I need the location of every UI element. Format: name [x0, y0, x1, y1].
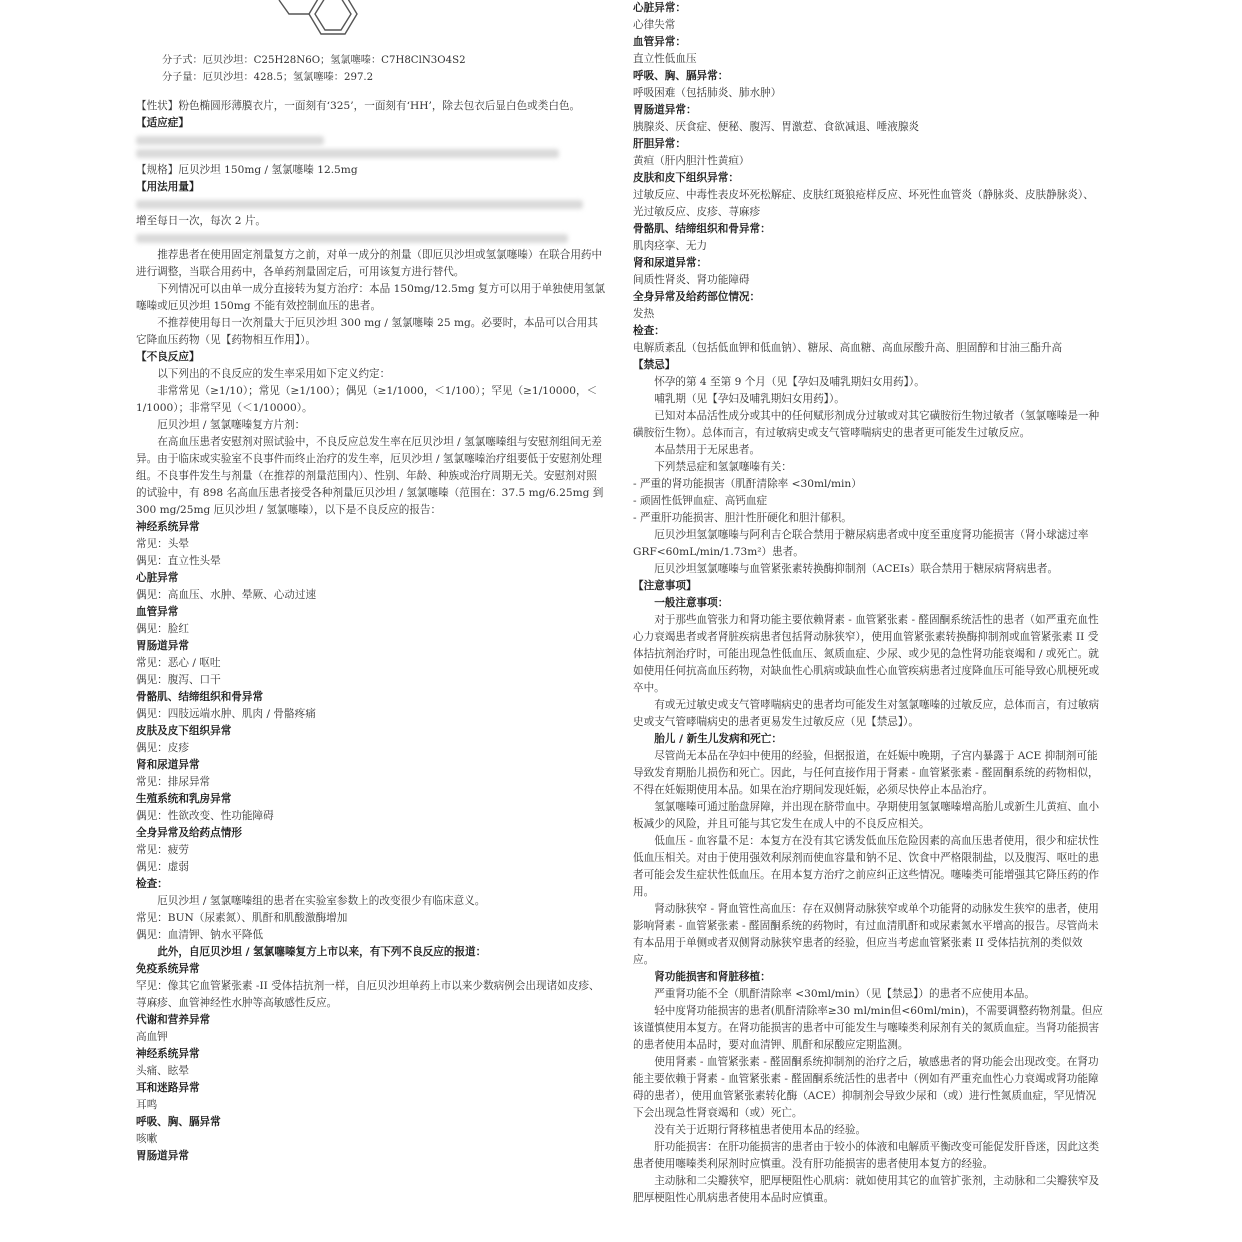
paragraph: 使用肾素 - 血管紧张素 - 醛固酮系统抑制剂的治疗之后，敏感患者的肾功能会出现改变。在肾功能主要依赖于肾素 - 血管紧张素 - 醛固酮系统活性的患者中（例如有严重充血性心力衰竭或肾功能障碍的患者），使用血管紧张素转化酶（ACE）抑制剂会导致少尿和（或）进行性氮质血症，罕见情况下会出现急性肾衰竭和（或）死亡。 — [633, 1056, 1099, 1119]
section-heading: 心脏异常 — [136, 572, 179, 584]
paragraph: 电解质紊乱（包括低血钾和低血钠）、糖尿、高血糖、高血尿酸升高、胆固醇和甘油三酯升高 — [633, 342, 1063, 354]
section-heading: 胃肠道异常 — [136, 640, 189, 652]
paragraph: 咳嗽 — [136, 1133, 158, 1145]
paragraph: 哺乳期（见【孕妇及哺乳期妇女用药】）。 — [654, 393, 845, 405]
redacted-text — [136, 200, 583, 209]
paragraph: 厄贝沙坦氢氯噻嗪与阿利吉仑联合禁用于糖尿病患者或中度至重度肾功能损害（肾小球滤过率 GRF<60mL/min/1.73m²）患者。 — [633, 529, 1092, 558]
paragraph: 低血压 - 血容量不足：本复方在没有其它诱发低血压危险因素的高血压患者使用，很少和症状性低血压相关。对由于使用强效利尿剂而使血容量和钠不足、饮食中严格限制盐，以及腹泻、呕吐的患者可能会发生症状性低血压。在用本复方治疗之前应纠正这些情况。噻嗪类可能增强其它降压药的作用。 — [633, 835, 1100, 898]
paragraph: 偶见：腹泻、口干 — [136, 674, 221, 686]
section-heading: 【用法用量】 — [136, 181, 200, 193]
paragraph: 偶见：四肢远端水肿、肌肉 / 骨骼疼痛 — [136, 708, 316, 720]
paragraph: 常见：头晕 — [136, 538, 189, 550]
paragraph: 间质性肾炎、肾功能障碍 — [633, 274, 750, 286]
chemical-structure-image — [265, 0, 385, 46]
section-heading: 呼吸、胸、膈异常： — [633, 70, 729, 82]
section-heading: 肝胆异常： — [633, 138, 686, 150]
redacted-text — [136, 136, 324, 145]
section-heading: 肾功能损害和肾脏移植： — [654, 971, 771, 983]
section-heading: 【适应症】 — [136, 117, 189, 129]
paragraph: 肾动脉狭窄 - 肾血管性高血压：存在双侧肾动脉狭窄或单个功能肾的动脉发生狭窄的患者，使用影响肾素 - 血管紧张素 - 醛固酮系统的药物时，有过血清肌酐和或尿素氮水平增高的报告。尽管尚未有本品用于单侧或者双侧肾动脉狭窄患者的经验，但应当考虑血管紧张素 II 受体拮抗剂的类似效应。 — [633, 903, 1099, 966]
section-heading: 血管异常 — [136, 606, 179, 618]
section-heading: 【注意事项】 — [633, 580, 697, 592]
redacted-text — [136, 149, 559, 158]
section-heading: 一般注意事项： — [654, 597, 729, 609]
paragraph: 本品禁用于无尿患者。 — [654, 444, 761, 456]
section-heading: 免疫系统异常 — [136, 963, 200, 975]
paragraph: 偶见：皮疹 — [136, 742, 189, 754]
paragraph: 增至每日一次，每次 2 片。 — [136, 215, 267, 227]
paragraph: 常见：疲劳 — [136, 844, 189, 856]
section-heading: 骨骼肌、结缔组织和骨异常 — [136, 691, 264, 703]
right-column — [633, 0, 1103, 1207]
paragraph: 发热 — [633, 308, 655, 320]
section-heading: 神经系统异常 — [136, 521, 200, 533]
paragraph: 肝功能损害：在肝功能损害的患者由于较小的体液和电解质平衡改变可能促发肝昏迷，因此这类患者使用噻嗪类利尿剂时应慎重。没有肝功能损害的患者使用本复方的经验。 — [633, 1141, 1100, 1170]
paragraph: 黄疸（肝内胆汁性黄疸） — [633, 155, 750, 167]
section-heading: 胃肠道异常： — [633, 104, 697, 116]
paragraph: 常见：BUN（尿素氮）、肌酐和肌酸激酶增加 — [136, 912, 348, 924]
paragraph: 心律失常 — [633, 19, 676, 31]
paragraph: 厄贝沙坦 / 氢氯噻嗪组的患者在实验室参数上的改变很少有临床意义。 — [157, 895, 486, 907]
section-heading: 神经系统异常 — [136, 1048, 200, 1060]
paragraph: 常见：排尿异常 — [136, 776, 211, 788]
paragraph: 偶见：性欲改变、性功能障碍 — [136, 810, 274, 822]
section-heading: 皮肤和皮下组织异常： — [633, 172, 739, 184]
section-heading: 耳和迷路异常 — [136, 1082, 200, 1094]
paragraph: 推荐患者在使用固定剂量复方之前，对单一成分的剂量（即厄贝沙坦或氢氯噻嗪）在联合用药中进行调整，当联合用药中，各单药剂量固定后，可用该复方进行替代。 — [136, 249, 603, 278]
molecular-weight: 分子量：厄贝沙坦：428.5；氢氯噻嗪：297.2 — [162, 72, 374, 83]
section-heading: 此外，自厄贝沙坦 / 氢氯噻嗪复方上市以来，有下列不良反应的报道： — [157, 946, 487, 958]
paragraph: 偶见：血清钾、钠水平降低 — [136, 929, 264, 941]
paragraph: 头痛、眩晕 — [136, 1065, 189, 1077]
section-heading: 呼吸、胸、膈异常 — [136, 1116, 221, 1128]
paragraph: 高血钾 — [136, 1031, 168, 1043]
paragraph: 偶见：脸红 — [136, 623, 189, 635]
paragraph: 氢氯噻嗪可通过胎盘屏障，并出现在脐带血中。孕期使用氢氯噻嗪增高胎儿或新生儿黄疸、血小板减少的风险，并且可能与其它发生在成人中的不良反应相关。 — [633, 801, 1100, 830]
paragraph: 有或无过敏史或支气管哮喘病史的患者均可能发生对氢氯噻嗪的过敏反应，总体而言，有过敏病史或支气管哮喘病史的患者更易发生过敏反应（见【禁忌】）。 — [633, 699, 1100, 728]
paragraph: 严重肾功能不全（肌酐清除率 <30ml/min）（见【禁忌】）的患者不应使用本品。 — [654, 988, 1035, 1000]
paragraph: 偶见：虚弱 — [136, 861, 189, 873]
section-heading: 全身异常及给药点情形 — [136, 827, 242, 839]
paragraph: 非常常见（≥1/10）；常见（≥1/100）；偶见（≥1/1000，＜1/100）；罕见（≥1/10000，＜1/1000）；非常罕见（＜1/10000）。 — [136, 385, 598, 414]
paragraph: 下列情况可以由单一成分直接转为复方治疗：本品 150mg/12.5mg 复方可以用于单独使用氢氯噻嗪或厄贝沙坦 150mg 不能有效控制血压的患者。 — [136, 283, 606, 312]
paragraph: 过敏反应、中毒性表皮坏死松解症、皮肤红斑狼疮样反应、坏死性血管炎（静脉炎、皮肤静脉炎）、光过敏反应、皮疹、荨麻疹 — [633, 189, 1094, 218]
paragraph: 肌肉痉挛、无力 — [633, 240, 708, 252]
section-heading: 皮肤及皮下组织异常 — [136, 725, 232, 737]
paragraph: 偶见：高血压、水肿、晕厥、心动过速 — [136, 589, 317, 601]
molecular-formula: 分子式：厄贝沙坦：C25H28N6O；氢氯噻嗪：C7H8ClN3O4S2 — [162, 55, 466, 66]
paragraph: 厄贝沙坦 / 氢氯噻嗪复方片剂： — [157, 419, 306, 431]
paragraph: 呼吸困难（包括肺炎、肺水肿） — [633, 87, 782, 99]
paragraph: 厄贝沙坦氢氯噻嗪与血管紧张素转换酶抑制剂（ACEIs）联合禁用于糖尿病肾病患者。 — [654, 563, 1059, 575]
paragraph: 轻中度肾功能损害的患者(肌酐清除率≥30 ml/min但<60ml/min)，不需要调整药物剂量。但应该谨慎使用本复方。在肾功能损害的患者中可能发生与噻嗪类利尿剂有关的氮质血症。当肾功能损害的患者使用本品时，要对血清钾、肌酐和尿酸应定期监测。 — [633, 1005, 1103, 1051]
redacted-text — [136, 234, 568, 243]
left-column — [136, 52, 606, 1165]
section-heading: 【禁忌】 — [633, 359, 676, 371]
section-heading: 胃肠道异常 — [136, 1150, 189, 1162]
paragraph: 耳鸣 — [136, 1099, 158, 1111]
section-heading: 检查： — [136, 878, 168, 890]
paragraph: 尽管尚无本品在孕妇中使用的经验，但据报道，在妊娠中晚期，子宫内暴露于 ACE 抑制剂可能导致发育期胎儿损伤和死亡。因此，与任何直接作用于肾素 - 血管紧张素 - 醛固酮系统的药物相似，不得在妊娠期使用本品。如果在治疗期间发现妊娠，必须尽快停止本品治疗。 — [633, 750, 1099, 796]
paragraph: 罕见：像其它血管紧张素 -II 受体拮抗剂一样，自厄贝沙坦单药上市以来少数病例会出现诸如皮疹、荨麻疹、血管神经性水肿等高敏感性反应。 — [136, 980, 600, 1009]
paragraph: 主动脉和二尖瓣狭窄，肥厚梗阻性心肌病：就如使用其它的血管扩张剂，主动脉和二尖瓣狭窄及肥厚梗阻性心肌病患者使用本品时应慎重。 — [633, 1175, 1100, 1204]
section-heading: 胎儿 / 新生儿发病和死亡： — [654, 733, 782, 745]
section-heading: 心脏异常： — [633, 2, 686, 14]
paragraph: 不推荐使用每日一次剂量大于厄贝沙坦 300 mg / 氢氯噻嗪 25 mg。必要时，本品可以合用其它降血压药物（见【药物相互作用】）。 — [136, 317, 598, 346]
paragraph: 常见：恶心 / 呕吐 — [136, 657, 221, 669]
paragraph: 已知对本品活性成分或其中的任何赋形剂成分过敏或对其它磺胺衍生物过敏者（氢氯噻嗪是一种磺胺衍生物）。总体而言，有过敏病史或支气管哮喘病史的患者更可能发生过敏反应。 — [633, 410, 1100, 439]
paragraph: 【性状】粉色椭圆形薄膜衣片，一面刻有‘325’，一面刻有‘HH’，除去包衣后显白色或类白色。 — [136, 100, 581, 112]
paragraph: - 严重的肾功能损害（肌酐清除率 <30ml/min） — [633, 478, 862, 490]
paragraph: 偶见：直立性头晕 — [136, 555, 221, 567]
section-heading: 全身异常及给药部位情况： — [633, 291, 761, 303]
section-heading: 生殖系统和乳房异常 — [136, 793, 232, 805]
section-heading: 肾和尿道异常 — [136, 759, 200, 771]
section-heading: 肾和尿道异常： — [633, 257, 708, 269]
paragraph: 【规格】厄贝沙坦 150mg / 氢氯噻嗪 12.5mg — [136, 164, 358, 176]
section-heading: 代谢和营养异常 — [136, 1014, 211, 1026]
paragraph: 怀孕的第 4 至第 9 个月（见【孕妇及哺乳期妇女用药】）。 — [654, 376, 925, 388]
paragraph: 对于那些血管张力和肾功能主要依赖肾素 - 血管紧张素 - 醛固酮系统活性的患者（如严重充血性心力衰竭患者或者肾脏疾病患者包括肾动脉狭窄），使用血管紧张素转换酶抑制剂或血管紧张素 II 受体拮抗剂治疗时，可能出现急性低血压、氮质血症、少尿、或少见的急性肾功能衰竭和 / 或死亡。就如使用任何抗高血压药物，对缺血性心肌病或缺血性心血管疾病患者过度降血压可能导致心肌梗死或卒中。 — [633, 614, 1100, 694]
section-heading: 骨骼肌、结缔组织和骨异常： — [633, 223, 771, 235]
paragraph: - 严重肝功能损害、胆汁性肝硬化和胆汁郁积。 — [633, 512, 852, 524]
section-heading: 血管异常： — [633, 36, 686, 48]
paragraph: 没有关于近期行肾移植患者使用本品的经验。 — [654, 1124, 867, 1136]
paragraph: - 顽固性低钾血症、高钙血症 — [633, 495, 768, 507]
paragraph: 下列禁忌症和氢氯噻嗪有关： — [654, 461, 792, 473]
section-heading: 【不良反应】 — [136, 351, 200, 363]
paragraph: 以下列出的不良反应的发生率采用如下定义约定： — [157, 368, 391, 380]
section-heading: 检查： — [633, 325, 665, 337]
paragraph: 在高血压患者安慰剂对照试验中，不良反应总发生率在厄贝沙坦 / 氢氯噻嗪组与安慰剂组间无差异。由于临床或实验室不良事件而终止治疗的发生率，厄贝沙坦 / 氢氯噻嗪治疗组要低于安慰剂处理组。不良事件发生与剂量（在推荐的剂量范围内）、性别、年龄、种族或治疗周期无关。安慰剂对照的试验中，有 898 名高血压患者接受各种剂量厄贝沙坦 / 氢氯噻嗪（范围在：37.5 mg/6.25mg 到 300 mg/25mg 厄贝沙坦 / 氢氯噻嗪），以下是不良反应的报告： — [136, 436, 607, 516]
paragraph: 直立性低血压 — [633, 53, 697, 65]
paragraph: 胰腺炎、厌食症、便秘、腹泻、胃激惹、食欲减退、唾液腺炎 — [633, 121, 920, 133]
